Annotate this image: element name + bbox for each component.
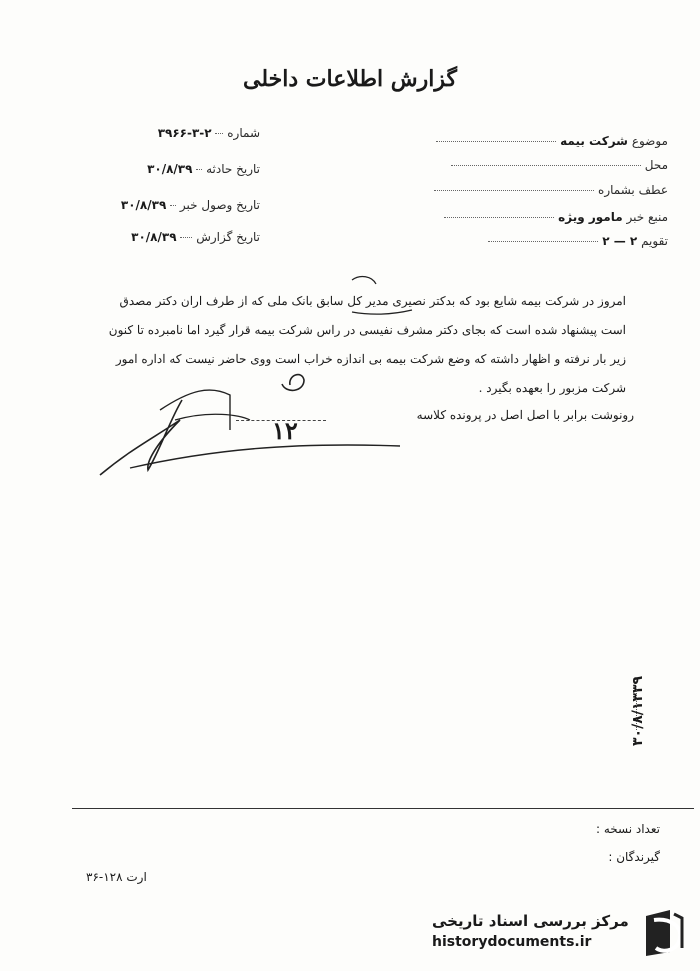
recipients: گیرندگان : [608,850,660,864]
field-number-label: شماره [227,126,260,140]
field-rating-value: ۲ — ۲ [602,234,638,248]
footer-divider [72,808,694,809]
field-location-label: محل [644,158,668,172]
field-subject-value: شرکت بیمه [560,134,628,148]
field-subject [420,134,668,148]
field-source [420,210,668,224]
watermark-url: historydocuments.ir [432,934,592,950]
field-number-value: ۲-۳-۳۹۶۶ [157,126,212,140]
field-source-value: مامور ویژه [558,210,623,224]
body-line-3: زیر بار نرفته و اظهار داشته که وضع شرکت بیمه بی اندازه خراب است ووی حاضر نیست که اداره امور [115,352,626,366]
reference-code: ۳۶-۱۲۸ ارت [86,870,147,884]
field-news-received-date [60,198,260,212]
field-source-label: منبع خبر [626,210,668,224]
date-stamp: ۳۰/۸/۱۳۳۹ [630,675,646,746]
body-line-1: امروز در شرکت بیمه شایع بود که بدکتر نصیری مدیر کل سابق بانک ملی که از طرف اران دکتر مصدق [119,294,626,308]
stamp-dots [636,690,637,730]
document-title: گزارش اطلاعات داخلی [243,66,457,92]
field-number [60,126,260,140]
field-report-date-label: تاریخ گزارش [196,230,260,244]
field-rating-label: تقویم [641,234,668,248]
field-reference [420,183,668,197]
field-report-date-value: ۳۰/۸/۳۹ [131,230,177,244]
watermark-text: مرکز بررسی اسناد تاریخی [432,912,629,930]
field-subject-label: موضوع [631,134,668,148]
field-reference-label: عطف بشماره [598,183,668,197]
field-rating [420,234,668,248]
field-news-received-date-value: ۳۰/۸/۳۹ [120,198,167,212]
archive-logo-icon [640,908,686,958]
field-incident-date-value: ۳۰/۸/۳۹ [147,162,193,176]
body-line-4: شرکت مزبور را بعهده بگیرد . [478,381,626,395]
field-report-date [60,230,260,244]
field-location [420,158,668,172]
handwritten-signature [90,270,430,490]
handwritten-number: ۱۲ [272,416,298,445]
copy-note: رونوشت برابر با اصل اصل در پرونده کلاسه [416,408,634,422]
copies-count: تعداد نسخه : [595,822,660,836]
field-incident-date-label: تاریخ حادثه [206,162,260,176]
field-incident-date [60,162,260,176]
body-line-2: است پیشنهاد شده است که بجای دکتر مشرف نفیسی در راس شرکت بیمه قرار گیرد اما نامبرده تا کنون [108,323,626,337]
field-news-received-date-label: تاریخ وصول خبر [179,198,260,212]
